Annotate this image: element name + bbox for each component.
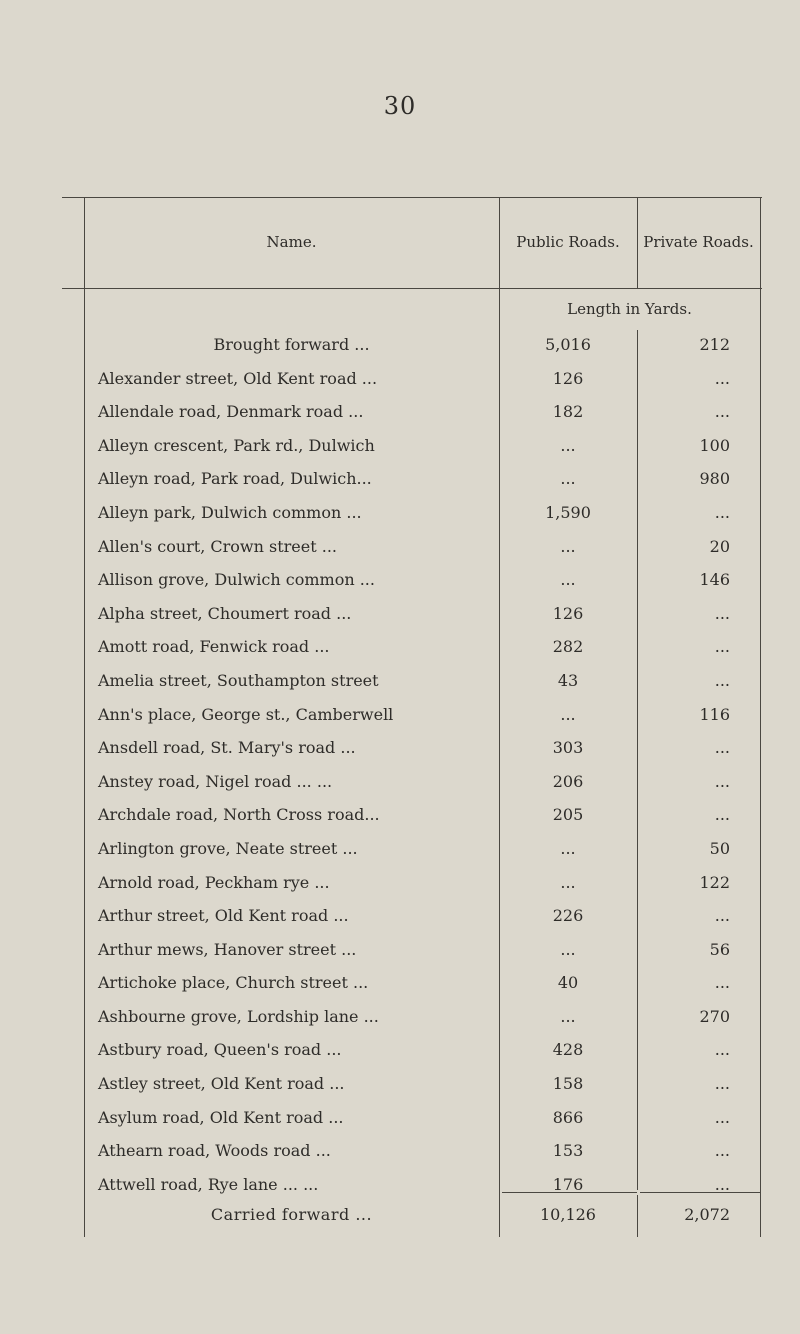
public-length: 866 [552,1107,584,1127]
table-row [62,1100,762,1134]
total-label: Carried forward ... [210,1205,373,1224]
road-name: Amott road, Fenwick road ... [98,637,330,657]
table-row [62,1066,762,1100]
public-length: 1,590 [545,502,591,522]
public-length: 303 [552,738,584,758]
private-length: ... [714,1174,730,1194]
public-length: ... [560,536,576,556]
road-name: Alleyn park, Dulwich common ... [98,502,362,522]
table-row [62,562,762,596]
table-row [62,932,762,966]
private-length: 20 [709,536,730,556]
private-length: ... [714,738,730,758]
road-name: Asylum road, Old Kent road ... [98,1107,344,1127]
public-length: ... [560,939,576,959]
public-length: 176 [552,1174,584,1194]
total-public: 10,126 [540,1205,596,1224]
table-row [62,596,762,630]
private-length: 212 [699,335,730,354]
table-row [62,394,762,428]
road-name: Ann's place, George st., Camberwell [98,704,394,724]
road-name: Allison grove, Dulwich common ... [98,570,375,590]
table-row [62,831,762,865]
private-length: ... [714,368,730,388]
table-row [62,697,762,731]
road-name: Alleyn crescent, Park rd., Dulwich [98,435,375,455]
public-length: 153 [552,1141,584,1161]
private-length: ... [714,502,730,522]
road-name: Arnold road, Peckham rye ... [98,872,330,892]
total-private: 2,072 [684,1205,730,1224]
public-length: 43 [557,670,579,690]
public-length: 126 [552,368,584,388]
private-length: ... [714,1141,730,1161]
road-name: Athearn road, Woods road ... [98,1141,331,1161]
private-length: ... [714,603,730,623]
public-length: 158 [552,1074,584,1094]
road-name: Attwell road, Rye lane ... ... [98,1174,319,1194]
table-row [62,428,762,462]
private-length: ... [714,906,730,926]
public-length: ... [560,704,576,724]
private-length: 122 [699,872,730,892]
table-row [62,898,762,932]
table-row [62,663,762,697]
road-name: Brought forward ... [213,335,370,354]
table-row [62,629,762,663]
private-length: ... [714,637,730,657]
table-row [62,1032,762,1066]
table-row [62,495,762,529]
road-name: Ashbourne grove, Lordship lane ... [98,1006,379,1026]
road-name: Alleyn road, Park road, Dulwich... [98,469,372,489]
road-name: Artichoke place, Church street ... [98,973,369,993]
private-length: ... [714,1074,730,1094]
public-length: 126 [552,603,584,623]
road-name: Astbury road, Queen's road ... [98,1040,342,1060]
private-length: 980 [699,469,730,489]
road-name: Anstey road, Nigel road ... ... [98,771,333,791]
table-row [62,1133,762,1167]
header-name: Name. [266,233,317,251]
road-name: Archdale road, North Cross road... [98,805,380,825]
private-length: 100 [699,435,730,455]
road-name: Amelia street, Southampton street [98,670,379,690]
table-row [62,1167,762,1201]
road-name: Arthur mews, Hanover street ... [98,939,357,959]
road-name: Alexander street, Old Kent road ... [98,368,378,388]
road-name: Alpha street, Choumert road ... [98,603,352,623]
road-name: Astley street, Old Kent road ... [98,1074,345,1094]
road-name: Arthur street, Old Kent road ... [98,906,349,926]
road-name: Allen's court, Crown street ... [98,536,338,556]
public-length: ... [560,435,576,455]
public-length: ... [560,1006,576,1026]
private-length: ... [714,771,730,791]
private-length: ... [714,402,730,422]
table-row [62,730,762,764]
private-length: 116 [699,704,730,724]
public-length: ... [560,570,576,590]
public-length: 226 [552,906,584,926]
header-public-roads: Public Roads. [516,233,620,251]
private-total-underline [640,1192,760,1193]
private-length: 56 [709,939,730,959]
private-length: ... [714,805,730,825]
header-rule [62,288,762,289]
table-row [62,999,762,1033]
private-length: 270 [699,1006,730,1026]
table-row [62,361,762,395]
public-length: ... [560,469,576,489]
public-length: 205 [552,805,584,825]
private-length: ... [714,973,730,993]
page-number: 30 [383,92,417,120]
public-length: 40 [557,973,579,993]
private-length: 50 [709,838,730,858]
private-length: ... [714,1107,730,1127]
public-length: 206 [552,771,584,791]
public-length: 282 [552,637,584,657]
public-length: 5,016 [545,335,591,354]
table-row [62,529,762,563]
table-row [62,327,762,361]
private-length: ... [714,1040,730,1060]
table-row [62,865,762,899]
table-row [62,797,762,831]
private-length: 146 [699,570,730,590]
road-name: Arlington grove, Neate street ... [98,838,358,858]
carried-forward-row [62,1199,762,1235]
table-row [62,461,762,495]
road-name: Allendale road, Denmark road ... [98,402,364,422]
units-label: Length in Yards. [567,300,692,318]
public-length: 182 [552,402,584,422]
private-length: ... [714,670,730,690]
header-private-roads: Private Roads. [643,233,754,251]
public-length: ... [560,872,576,892]
road-lengths-table [62,197,762,1237]
table-row [62,764,762,798]
table-row [62,965,762,999]
table-body [62,327,762,1200]
road-name: Ansdell road, St. Mary's road ... [98,738,356,758]
public-length: ... [560,838,576,858]
public-total-underline [502,1192,637,1193]
public-length: 428 [552,1040,584,1060]
